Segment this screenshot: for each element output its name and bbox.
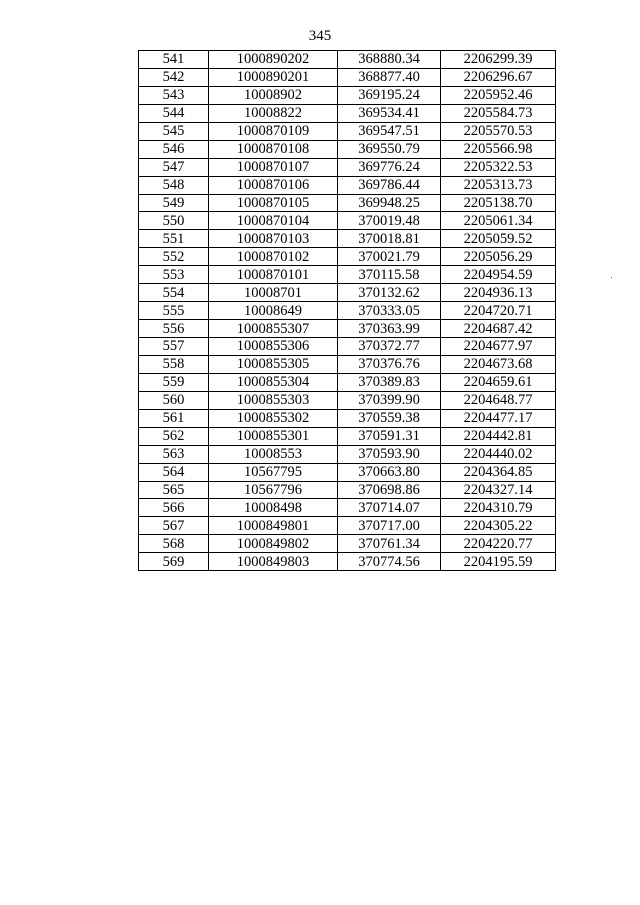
y-coordinate-cell: 2204220.77 (441, 535, 556, 553)
table-row (139, 122, 556, 140)
page-number: 345 (308, 28, 332, 44)
x-coordinate-cell: 370376.76 (338, 355, 441, 373)
y-coordinate-cell: 2205059.52 (441, 230, 556, 248)
y-coordinate-cell: 2205061.34 (441, 212, 556, 230)
point-id-cell: 1000870101 (209, 266, 338, 284)
y-coordinate-cell: 2204327.14 (441, 481, 556, 499)
table-row (139, 517, 556, 535)
row-number-cell: 547 (139, 158, 209, 176)
row-number-cell: 541 (139, 51, 209, 69)
x-coordinate-cell: 368877.40 (338, 68, 441, 86)
point-id-cell: 10567796 (209, 481, 338, 499)
row-number-cell: 552 (139, 248, 209, 266)
y-coordinate-cell: 2205138.70 (441, 194, 556, 212)
y-coordinate-cell: 2204659.61 (441, 373, 556, 391)
row-number-cell: 554 (139, 284, 209, 302)
x-coordinate-cell: 370372.77 (338, 338, 441, 356)
table-row (139, 409, 556, 427)
row-number-cell: 564 (139, 463, 209, 481)
y-coordinate-cell: 2205322.53 (441, 158, 556, 176)
row-number-cell: 560 (139, 391, 209, 409)
row-number-cell: 546 (139, 140, 209, 158)
table-row (139, 284, 556, 302)
y-coordinate-cell: 2204936.13 (441, 284, 556, 302)
table-row (139, 320, 556, 338)
table-row (139, 266, 556, 284)
point-id-cell: 1000855304 (209, 373, 338, 391)
y-coordinate-cell: 2205566.98 (441, 140, 556, 158)
row-number-cell: 551 (139, 230, 209, 248)
table-row (139, 176, 556, 194)
table-row (139, 553, 556, 571)
y-coordinate-cell: 2204477.17 (441, 409, 556, 427)
row-number-cell: 561 (139, 409, 209, 427)
table-row (139, 355, 556, 373)
point-id-cell: 1000870104 (209, 212, 338, 230)
row-number-cell: 569 (139, 553, 209, 571)
table-row (139, 104, 556, 122)
row-number-cell: 555 (139, 302, 209, 320)
x-coordinate-cell: 370717.00 (338, 517, 441, 535)
point-id-cell: 1000870102 (209, 248, 338, 266)
row-number-cell: 562 (139, 427, 209, 445)
row-number-cell: 542 (139, 68, 209, 86)
x-coordinate-cell: 368880.34 (338, 51, 441, 69)
point-id-cell: 1000890202 (209, 51, 338, 69)
y-coordinate-cell: 2204195.59 (441, 553, 556, 571)
y-coordinate-cell: 2205056.29 (441, 248, 556, 266)
y-coordinate-cell: 2204440.02 (441, 445, 556, 463)
table-row (139, 499, 556, 517)
y-coordinate-cell: 2204673.68 (441, 355, 556, 373)
table-row (139, 391, 556, 409)
table-row (139, 445, 556, 463)
table-row (139, 248, 556, 266)
x-coordinate-cell: 369776.24 (338, 158, 441, 176)
point-id-cell: 1000855306 (209, 338, 338, 356)
point-id-cell: 1000849803 (209, 553, 338, 571)
x-coordinate-cell: 369534.41 (338, 104, 441, 122)
point-id-cell: 1000855305 (209, 355, 338, 373)
x-coordinate-cell: 370399.90 (338, 391, 441, 409)
x-coordinate-cell: 370018.81 (338, 230, 441, 248)
row-number-cell: 558 (139, 355, 209, 373)
x-coordinate-cell: 369948.25 (338, 194, 441, 212)
point-id-cell: 1000855303 (209, 391, 338, 409)
row-number-cell: 543 (139, 86, 209, 104)
point-id-cell: 1000849802 (209, 535, 338, 553)
point-id-cell: 10008498 (209, 499, 338, 517)
point-id-cell: 10008649 (209, 302, 338, 320)
x-coordinate-cell: 370389.83 (338, 373, 441, 391)
x-coordinate-cell: 370132.62 (338, 284, 441, 302)
row-number-cell: 549 (139, 194, 209, 212)
x-coordinate-cell: 370019.48 (338, 212, 441, 230)
row-number-cell: 550 (139, 212, 209, 230)
x-coordinate-cell: 370333.05 (338, 302, 441, 320)
x-coordinate-cell: 370663.80 (338, 463, 441, 481)
x-coordinate-cell: 370714.07 (338, 499, 441, 517)
y-coordinate-cell: 2204310.79 (441, 499, 556, 517)
scan-artifact (611, 277, 612, 278)
table-row (139, 302, 556, 320)
table-row (139, 51, 556, 69)
row-number-cell: 566 (139, 499, 209, 517)
point-id-cell: 10008822 (209, 104, 338, 122)
point-id-cell: 1000870109 (209, 122, 338, 140)
row-number-cell: 545 (139, 122, 209, 140)
y-coordinate-cell: 2204305.22 (441, 517, 556, 535)
row-number-cell: 553 (139, 266, 209, 284)
x-coordinate-cell: 369786.44 (338, 176, 441, 194)
row-number-cell: 559 (139, 373, 209, 391)
y-coordinate-cell: 2206299.39 (441, 51, 556, 69)
row-number-cell: 567 (139, 517, 209, 535)
y-coordinate-cell: 2204677.97 (441, 338, 556, 356)
row-number-cell: 563 (139, 445, 209, 463)
table-row (139, 158, 556, 176)
point-id-cell: 10008902 (209, 86, 338, 104)
y-coordinate-cell: 2204648.77 (441, 391, 556, 409)
y-coordinate-cell: 2205570.53 (441, 122, 556, 140)
table-row (139, 338, 556, 356)
row-number-cell: 568 (139, 535, 209, 553)
x-coordinate-cell: 370363.99 (338, 320, 441, 338)
row-number-cell: 565 (139, 481, 209, 499)
x-coordinate-cell: 370698.86 (338, 481, 441, 499)
x-coordinate-cell: 370559.38 (338, 409, 441, 427)
y-coordinate-cell: 2204364.85 (441, 463, 556, 481)
coordinates-table-body (139, 51, 556, 571)
x-coordinate-cell: 370115.58 (338, 266, 441, 284)
row-number-cell: 548 (139, 176, 209, 194)
coordinates-table (138, 50, 556, 571)
point-id-cell: 1000870105 (209, 194, 338, 212)
point-id-cell: 10008553 (209, 445, 338, 463)
row-number-cell: 557 (139, 338, 209, 356)
x-coordinate-cell: 369547.51 (338, 122, 441, 140)
y-coordinate-cell: 2205313.73 (441, 176, 556, 194)
y-coordinate-cell: 2204720.71 (441, 302, 556, 320)
table-row (139, 194, 556, 212)
x-coordinate-cell: 370774.56 (338, 553, 441, 571)
table-row (139, 68, 556, 86)
y-coordinate-cell: 2205952.46 (441, 86, 556, 104)
y-coordinate-cell: 2206296.67 (441, 68, 556, 86)
row-number-cell: 544 (139, 104, 209, 122)
x-coordinate-cell: 370593.90 (338, 445, 441, 463)
y-coordinate-cell: 2204442.81 (441, 427, 556, 445)
point-id-cell: 1000870108 (209, 140, 338, 158)
y-coordinate-cell: 2205584.73 (441, 104, 556, 122)
point-id-cell: 1000870107 (209, 158, 338, 176)
row-number-cell: 556 (139, 320, 209, 338)
table-row (139, 212, 556, 230)
table-row (139, 481, 556, 499)
table-row (139, 535, 556, 553)
table-row (139, 373, 556, 391)
point-id-cell: 1000855301 (209, 427, 338, 445)
point-id-cell: 10567795 (209, 463, 338, 481)
point-id-cell: 1000870106 (209, 176, 338, 194)
table-row (139, 463, 556, 481)
table-row (139, 427, 556, 445)
point-id-cell: 1000870103 (209, 230, 338, 248)
x-coordinate-cell: 369195.24 (338, 86, 441, 104)
x-coordinate-cell: 370761.34 (338, 535, 441, 553)
point-id-cell: 1000855307 (209, 320, 338, 338)
y-coordinate-cell: 2204954.59 (441, 266, 556, 284)
point-id-cell: 10008701 (209, 284, 338, 302)
table-row (139, 230, 556, 248)
table-row (139, 140, 556, 158)
table-row (139, 86, 556, 104)
point-id-cell: 1000890201 (209, 68, 338, 86)
point-id-cell: 1000849801 (209, 517, 338, 535)
point-id-cell: 1000855302 (209, 409, 338, 427)
x-coordinate-cell: 370591.31 (338, 427, 441, 445)
x-coordinate-cell: 369550.79 (338, 140, 441, 158)
x-coordinate-cell: 370021.79 (338, 248, 441, 266)
y-coordinate-cell: 2204687.42 (441, 320, 556, 338)
